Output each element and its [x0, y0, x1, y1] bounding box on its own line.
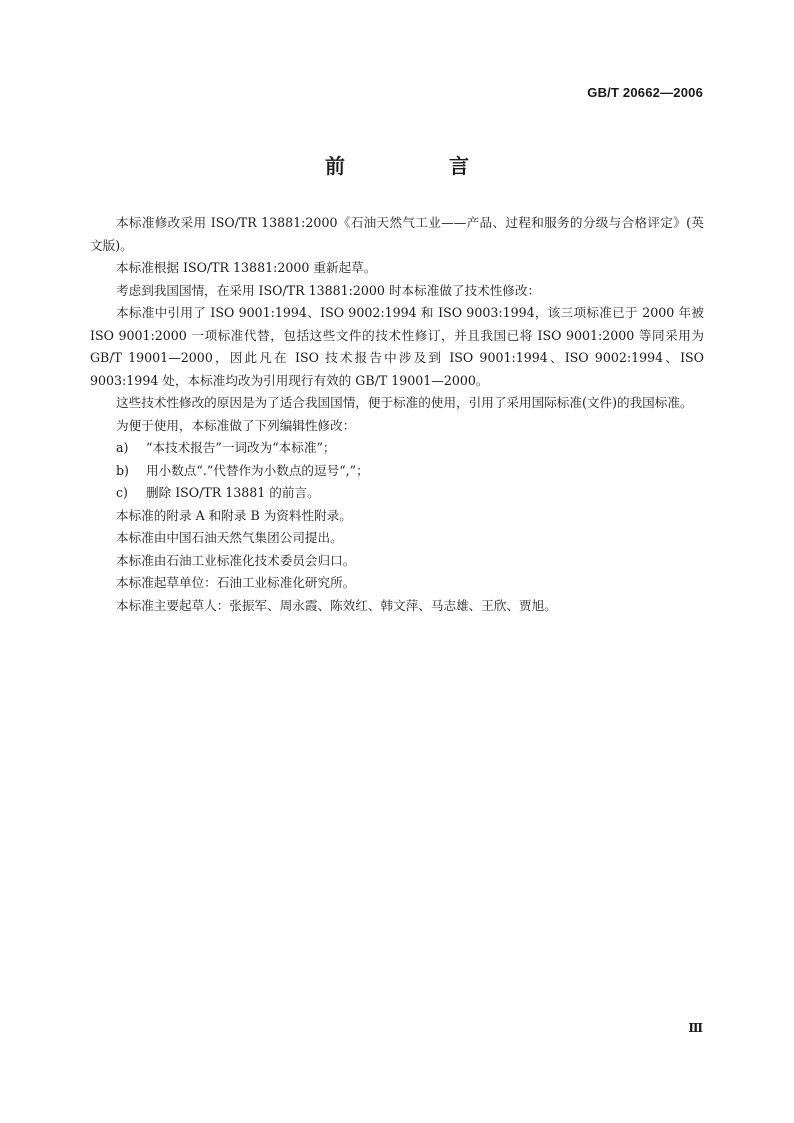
paragraph: 本标准修改采用 ISO/TR 13881:2000《石油天然气工业——产品、过程和服务的分级与合格评定》(英文版)。: [90, 215, 704, 253]
list-text: 用小数点“.”代替作为小数点的逗号“,”；: [146, 462, 369, 478]
paragraph: 本标准起草单位：石油工业标准化研究所。: [116, 575, 356, 590]
list-marker: c): [116, 485, 128, 500]
list-marker: b): [116, 462, 129, 478]
list-text: 删除 ISO/TR 13881 的前言。: [146, 485, 320, 500]
paragraph: 考虑到我国国情，在采用 ISO/TR 13881:2000 时本标准做了技术性修改：: [116, 282, 541, 298]
paragraph: 为便于使用，本标准做了下列编辑性修改：: [116, 417, 356, 433]
paragraph: 这些技术性修改的原因是为了适合我国国情，便于标准的使用，引用了采用国际标准(文件)的我国标准。: [116, 395, 693, 410]
paragraph: 本标准主要起草人：张振军、周永霞、陈效红、韩文萍、马志雄、王欣、贾旭。: [116, 597, 557, 613]
page-number: Ⅲ: [688, 1021, 703, 1035]
page-title: 前 言: [325, 154, 511, 178]
list-marker: a): [116, 440, 129, 455]
paragraph: 本标准根据 ISO/TR 13881:2000 重新起草。: [116, 260, 377, 275]
paragraph: 本标准中引用了 ISO 9001:1994、ISO 9002:1994 和 ISO 9003:1994，该三项标准已于 2000 年被 ISO 9001:2000 一项标准代替，包括这些文件的技术性修订，并且我国已将 ISO 9001:2000 等同采用为 GB/T 19001—2000，因此凡在 ISO 技术报告中涉及到 ISO 9001:1994、ISO 9002:1994、ISO 9003:1994 处，本标准均改为引用现行有效的 GB/T 19001—2000。: [90, 305, 704, 388]
list-item: [90, 482, 704, 505]
paragraph: 本标准由中国石油天然气集团公司提出。: [116, 530, 343, 545]
document-body: [90, 212, 704, 617]
paragraph: 本标准由石油工业标准化技术委员会归口。: [116, 552, 356, 568]
document-code: GB/T 20662—2006: [587, 85, 703, 100]
list-item: [90, 460, 704, 483]
paragraph: 本标准的附录 A 和附录 B 为资料性附录。: [116, 507, 352, 523]
list-text: “本技术报告”一词改为“本标准”；: [146, 440, 336, 455]
list-item: [90, 437, 704, 460]
